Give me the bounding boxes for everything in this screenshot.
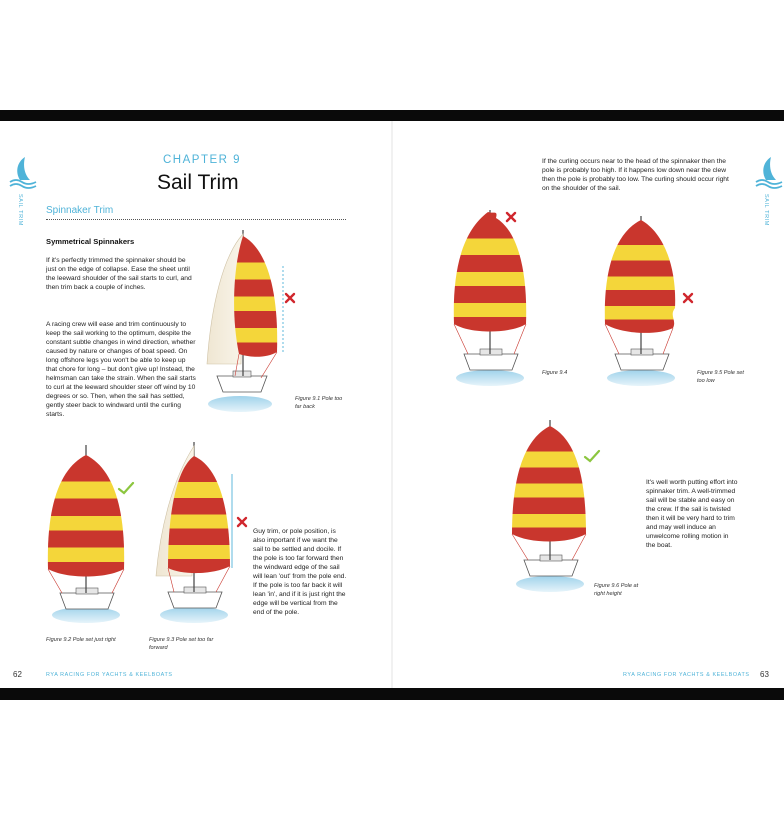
paragraph-2: A racing crew will ease and trim continuously to keep the sail working to the optimum, despite the constant subtle changes in wind direction, whether caused by nature or changes of boat speed. On long offshore legs you won't be able to keep up that chore for long – but don't give up! Instead, the helmsman can take the strain. When the sail starts to curl at the leeward shoulder steer off wind by 10 degrees or so. Then, when the sail has settled, gently steer back to windward until the curling starts. [46, 321, 196, 418]
footer-left: RYA RACING FOR YACHTS & KEELBOATS [46, 672, 173, 678]
page-number-right: 63 [760, 670, 769, 679]
figure-9-3-caption: Figure 9.3 Pole set too far forward [149, 637, 214, 651]
chapter-label: CHAPTER 9 [163, 154, 242, 166]
fig1-cross-icon [284, 292, 296, 304]
page-gutter [391, 121, 393, 688]
figure-9-1-illustration [195, 226, 315, 416]
fig3-cross-icon [236, 516, 248, 528]
fig6-check-icon [583, 449, 601, 463]
figure-9-2-caption: Figure 9.2 Pole set just right [46, 637, 116, 643]
figure-9-5-caption: Figure 9.5 Pole set too low [697, 370, 744, 384]
figure-9-1-caption: Figure 9.1 Pole too far back [295, 396, 343, 410]
page-title: Sail Trim [157, 171, 239, 194]
page-number-left: 62 [13, 670, 22, 679]
figure-9-5-illustration [597, 212, 697, 402]
bottom-black-bar [0, 688, 784, 700]
figure-9-4-illustration [446, 206, 546, 396]
figure-9-6-illustration [506, 418, 606, 608]
subheading: Symmetrical Spinnakers [46, 237, 135, 246]
fig2-check-icon [117, 481, 135, 495]
wave-logo-icon-right [754, 156, 784, 190]
paragraph-1: If it's perfectly trimmed the spinnaker should be just on the edge of collapse. Ease the sheet until the leeward shoulder of the sail starts to curl, and then trim back a couple of inches. [46, 257, 192, 291]
figure-9-6-caption: Figure 9.6 Pole at right height [594, 583, 639, 597]
fig4-cross-icon [505, 211, 517, 223]
side-tab-label-right: SAIL TRIM [763, 194, 769, 226]
right-paragraph-1: If the curling occurs near to the head of the spinnaker then the pole is probably too high. If it happens low down near the clew then the pole is probably too low. The curling should occur right on the shoulder of the sail. [542, 158, 729, 192]
figure-9-3-illustration [150, 440, 250, 630]
wave-logo-icon [8, 156, 38, 190]
top-black-bar [0, 110, 784, 121]
footer-right: RYA RACING FOR YACHTS & KEELBOATS [623, 672, 750, 678]
side-tab-label: SAIL TRIM [17, 194, 23, 226]
paragraph-3: Guy trim, or pole position, is also important if we want the sail to be settled and docile. If the pole is too far forward then the windward edge of the sail will lean 'out' from the pole end. If the pole is too far back it will lean 'in', and if it is just right the edge will be vertical from the end of the pole. [253, 528, 347, 616]
fig5-cross-icon [682, 292, 694, 304]
figure-9-4-caption: Figure 9.4 [542, 370, 568, 376]
section-divider [46, 219, 346, 220]
figure-9-2-illustration [40, 443, 140, 633]
right-paragraph-2: It's well worth putting effort into spinnaker trim. A well-trimmed sail will be stable and easy on the crew. If the sail is twisted then it will be very hard to trim and may well induce an unwelcome rolling motion in the boat. [646, 479, 738, 549]
section-heading: Spinnaker Trim [46, 205, 114, 216]
